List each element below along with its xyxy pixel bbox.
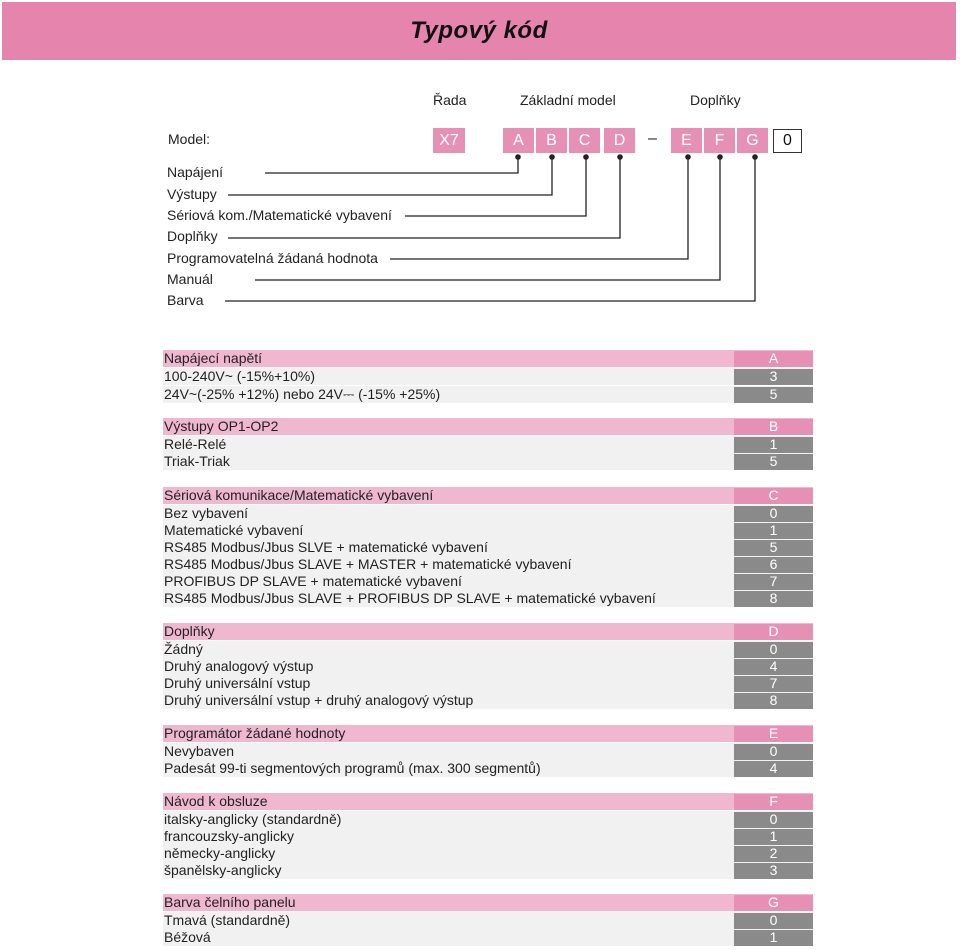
option-code: 5	[734, 540, 813, 556]
option-row	[163, 556, 813, 573]
option-row	[163, 658, 813, 675]
field-label-outputs: Výstupy	[167, 186, 217, 202]
code-box-b: B	[536, 128, 567, 153]
connector-e	[390, 157, 688, 259]
option-row	[163, 453, 813, 470]
option-row	[163, 845, 813, 862]
section-g-header	[163, 894, 813, 911]
option-text: Druhý analogový výstup	[164, 658, 314, 674]
connector-b	[228, 157, 552, 195]
option-text: RS485 Modbus/Jbus SLAVE + MASTER + matematické vybavení	[164, 556, 572, 572]
code-box-c: C	[569, 128, 600, 153]
code-box-g: G	[737, 128, 768, 153]
section-code: A	[734, 351, 813, 367]
option-row	[163, 811, 813, 828]
option-text: Nevybaven	[164, 743, 235, 759]
connector-d	[228, 157, 620, 238]
section-d-header	[163, 623, 813, 640]
code-box-e: E	[671, 128, 702, 153]
section-title: Barva čelního panelu	[164, 894, 296, 910]
option-code: 4	[734, 659, 813, 675]
field-label-setpoint: Programovatelná žádaná hodnota	[167, 250, 378, 266]
connector-dot-c	[583, 154, 589, 160]
option-row	[163, 912, 813, 929]
section-e-header	[163, 725, 813, 742]
section-b-header	[163, 418, 813, 435]
option-code: 0	[734, 744, 813, 760]
section-code: F	[734, 794, 813, 810]
section-code: C	[734, 488, 813, 504]
connector-dot-d	[617, 154, 623, 160]
option-text: Relé-Relé	[164, 436, 227, 452]
option-code: 3	[734, 863, 813, 879]
section-code: E	[734, 726, 813, 742]
option-row	[163, 641, 813, 658]
option-code: 1	[734, 523, 813, 539]
option-row	[163, 590, 813, 607]
section-code: B	[734, 419, 813, 435]
option-text: Triak-Triak	[164, 453, 230, 469]
option-row	[163, 675, 813, 692]
connector-dot-a	[515, 154, 521, 160]
header-basic-model: Základní model	[520, 92, 616, 108]
connector-dot-e	[685, 154, 691, 160]
field-label-manual: Manuál	[167, 271, 213, 287]
option-code: 1	[734, 930, 813, 946]
option-row	[163, 505, 813, 522]
code-box-series: X7	[433, 128, 465, 153]
option-code: 0	[734, 913, 813, 929]
option-row	[163, 573, 813, 590]
option-code: 7	[734, 574, 813, 590]
section-a-header	[163, 350, 813, 367]
option-text: španělsky-anglicky	[164, 862, 282, 878]
option-text: PROFIBUS DP SLAVE + matematické vybavení	[164, 573, 462, 589]
field-label-power: Napájení	[167, 164, 224, 180]
option-text: 24V~(-25% +12%) nebo 24V⎓ (-15% +25%)	[164, 386, 441, 402]
model-label: Model:	[168, 131, 211, 147]
option-text: Bez vybavení	[164, 505, 249, 521]
option-text: Béžová	[164, 929, 211, 945]
option-code: 2	[734, 846, 813, 862]
option-text: Žádný	[164, 641, 203, 657]
code-dash: –	[648, 130, 657, 147]
header-options: Doplňky	[690, 92, 741, 108]
option-code: 3	[734, 369, 813, 385]
option-code: 8	[734, 693, 813, 709]
option-text: německy-anglicky	[164, 845, 276, 861]
option-text: RS485 Modbus/Jbus SLAVE + PROFIBUS DP SLAVE + matematické vybavení	[164, 590, 656, 606]
option-text: Tmavá (standardně)	[164, 912, 291, 928]
option-row	[163, 539, 813, 556]
section-title: Programátor žádané hodnoty	[164, 725, 346, 741]
option-text: Padesát 99-ti segmentových programů (max. 300 segmentů)	[164, 760, 541, 776]
option-code: 0	[734, 506, 813, 522]
option-row	[163, 692, 813, 709]
section-title: Doplňky	[164, 623, 215, 639]
option-code: 5	[734, 454, 813, 470]
option-code: 0	[734, 812, 813, 828]
field-label-color: Barva	[167, 292, 204, 308]
code-box-a: A	[503, 128, 534, 153]
connector-dot-g	[752, 154, 758, 160]
option-row	[163, 522, 813, 539]
option-code: 4	[734, 761, 813, 777]
option-text: Druhý universální vstup + druhý analogový výstup	[164, 692, 474, 708]
option-text: francouzsky-anglicky	[164, 828, 294, 844]
field-label-options: Doplňky	[167, 228, 218, 244]
option-code: 1	[734, 437, 813, 453]
section-title: Výstupy OP1-OP2	[164, 418, 279, 434]
option-text: italsky-anglicky (standardně)	[164, 811, 342, 827]
option-text: 100-240V~ (-15%+10%)	[164, 368, 315, 384]
connector-dot-b	[549, 154, 555, 160]
option-row	[163, 436, 813, 453]
code-box-zero: 0	[773, 129, 802, 153]
header-series: Řada	[433, 92, 467, 108]
option-text: Matematické vybavení	[164, 522, 304, 538]
section-title: Sériová komunikace/Matematické vybavení	[164, 487, 434, 503]
option-row	[163, 828, 813, 845]
connector-f	[255, 157, 720, 280]
section-c-header	[163, 487, 813, 504]
option-row	[163, 743, 813, 760]
option-row	[163, 760, 813, 777]
option-code: 5	[734, 387, 813, 403]
field-label-serial: Sériová kom./Matematické vybavení	[167, 207, 392, 223]
connector-c	[405, 157, 586, 216]
section-f-header	[163, 793, 813, 810]
option-code: 1	[734, 829, 813, 845]
section-title: Návod k obsluze	[164, 793, 268, 809]
section-code: G	[734, 895, 813, 911]
option-row	[163, 386, 813, 403]
option-row	[163, 862, 813, 879]
section-code: D	[734, 624, 813, 640]
connector-lines	[0, 0, 960, 330]
option-code: 0	[734, 642, 813, 658]
option-row	[163, 929, 813, 946]
code-box-d: D	[604, 128, 635, 153]
option-code: 6	[734, 557, 813, 573]
connector-dot-f	[717, 154, 723, 160]
option-code: 8	[734, 591, 813, 607]
code-box-f: F	[704, 128, 735, 153]
page-title: Typový kód	[410, 17, 548, 44]
section-title: Napájecí napětí	[164, 350, 263, 366]
option-row	[163, 368, 813, 385]
option-text: Druhý universální vstup	[164, 675, 311, 691]
option-code: 7	[734, 676, 813, 692]
connector-a	[265, 157, 518, 173]
option-text: RS485 Modbus/Jbus SLVE + matematické vybavení	[164, 539, 488, 555]
